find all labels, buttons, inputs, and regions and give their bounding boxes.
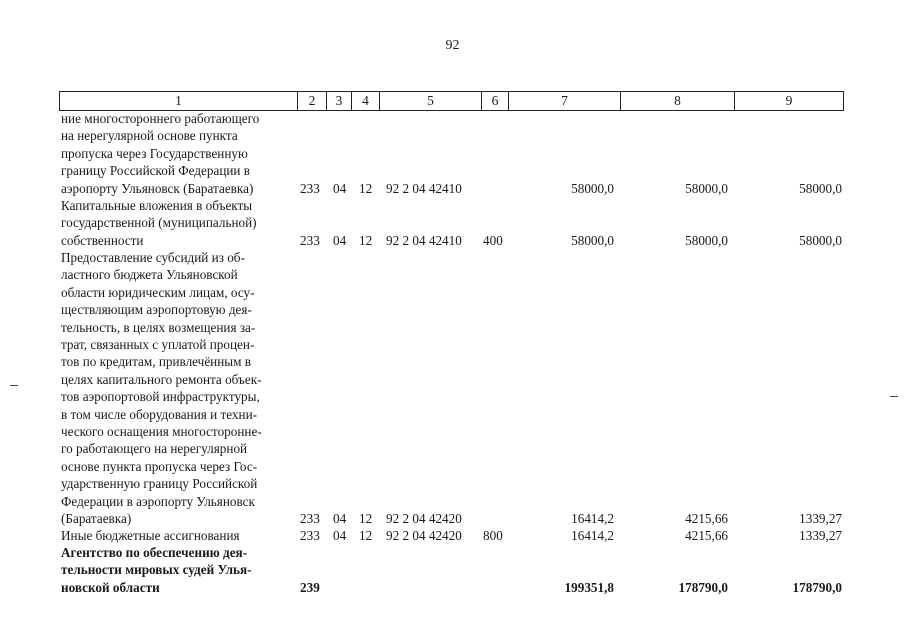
row-value-7: 16414,2 [571,511,614,526]
desc-line: тельности мировых судей Улья- [61,562,252,578]
row-code-5: 92 2 04 42420 [386,528,462,543]
header-col-3: 3 [326,91,351,111]
header-col-6: 6 [481,91,508,111]
row-code-2: 233 [300,528,320,543]
row-value-9: 178790,0 [792,580,842,595]
row-code-5: 92 2 04 42410 [386,181,462,196]
desc-line: тов по кредитам, привлечённым в [61,354,252,370]
row-value-7: 58000,0 [571,181,614,196]
desc-line: Предоставление субсидий из об- [61,250,245,265]
row-code-3: 04 [333,233,347,248]
row-value-7: 58000,0 [571,233,614,248]
row-value-9: 1339,27 [799,528,842,543]
row-description [61,249,295,528]
scan-mark [890,396,898,397]
row-code-2: 239 [300,580,320,595]
desc-line: основе пункта пропуска через Гос- [61,458,258,474]
desc-line: ческого оснащения многосторонне- [61,424,262,440]
row-description [61,527,295,544]
desc-line: ществляющим аэропортовую дея- [61,302,252,318]
row-code-2: 233 [300,181,320,196]
desc-line: Капитальные вложения в объекты [61,198,253,213]
desc-line: собственности [61,232,144,248]
row-code-4: 12 [359,233,373,248]
header-col-7: 7 [508,91,620,111]
row-value-8: 58000,0 [685,181,728,196]
row-code-3: 04 [333,528,347,543]
desc-line: Агентство по обеспечению дея- [61,545,248,560]
header-col-5: 5 [379,91,481,111]
row-code-2: 233 [300,233,320,248]
row-code-6: 400 [483,233,503,248]
desc-line: аэропорту Ульяновск (Баратаевка) [61,180,254,196]
row-value-9: 1339,27 [799,511,842,526]
row-value-9: 58000,0 [799,181,842,196]
row-description [61,197,295,249]
row-code-4: 12 [359,528,373,543]
row-description [61,110,295,197]
desc-line: (Баратаевка) [61,511,132,527]
page-number: 92 [445,38,460,53]
desc-line: области юридическим лицам, осу- [61,284,255,300]
desc-line: на нерегулярной основе пункта [61,128,238,144]
header-col-9: 9 [734,91,844,111]
row-value-9: 58000,0 [799,233,842,248]
header-col-1: 1 [59,91,297,111]
desc-line: в том числе оборудования и техни- [61,406,258,422]
desc-line: трат, связанных с уплатой процен- [61,337,255,353]
desc-line: Иные бюджетные ассигнования [61,528,240,543]
row-value-8: 4215,66 [685,511,728,526]
desc-line: тельность, в целях возмещения за- [61,319,256,335]
desc-line: новской области [61,579,160,595]
row-value-8: 178790,0 [678,580,728,595]
row-code-2: 233 [300,511,320,526]
header-col-8: 8 [620,91,734,111]
row-value-7: 199351,8 [564,580,614,595]
desc-line: ластного бюджета Ульяновской [61,267,238,283]
desc-line: тов аэропортовой инфраструктуры, [61,389,260,405]
row-code-3: 04 [333,511,347,526]
desc-line: ние многостороннего работающего [61,111,260,126]
row-code-5: 92 2 04 42420 [386,511,462,526]
row-value-7: 16414,2 [571,528,614,543]
row-code-6: 800 [483,528,503,543]
header-col-4: 4 [351,91,379,111]
desc-line: границу Российской Федерации в [61,163,251,179]
desc-line: го работающего на нерегулярной [61,441,248,457]
row-code-5: 92 2 04 42410 [386,233,462,248]
header-col-2: 2 [297,91,326,111]
row-value-8: 58000,0 [685,233,728,248]
row-code-3: 04 [333,181,347,196]
desc-line: пропуска через Государственную [61,145,248,161]
desc-line: Федерации в аэропорту Ульяновск [61,493,255,509]
row-description [61,544,295,596]
scan-mark [10,385,18,386]
row-value-8: 4215,66 [685,528,728,543]
desc-line: ударственную границу Российской [61,476,258,492]
row-code-4: 12 [359,511,373,526]
row-code-4: 12 [359,181,373,196]
desc-line: целях капитального ремонта объек- [61,371,262,387]
desc-line: государственной (муниципальной) [61,215,257,231]
